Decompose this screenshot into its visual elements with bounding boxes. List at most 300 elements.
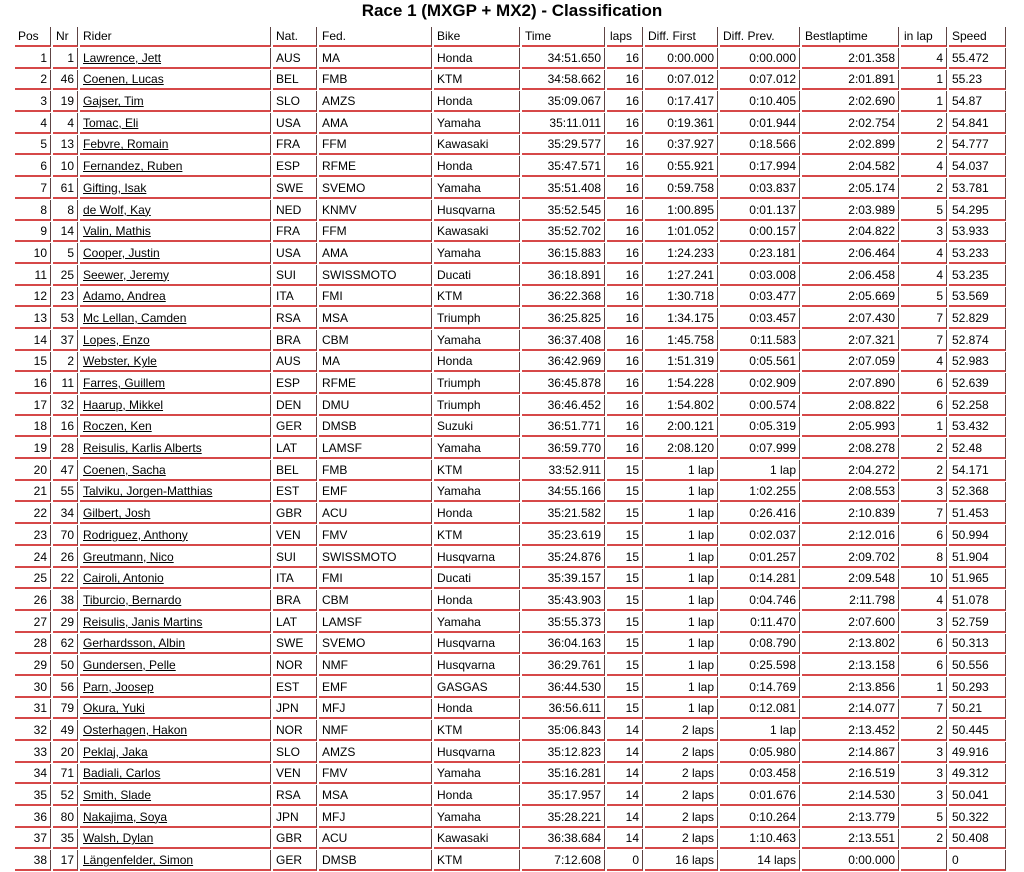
cell-diff-first: 1:00.895 [645, 200, 718, 221]
cell-speed: 54.841 [949, 113, 1006, 134]
rider-link[interactable]: Osterhagen, Hakon [83, 723, 188, 737]
column-header-diff-first: Diff. First [645, 27, 718, 47]
cell-speed: 50.994 [949, 525, 1006, 546]
cell-speed: 50.322 [949, 807, 1006, 828]
cell-diff-first: 2 laps [645, 764, 718, 785]
cell-bestlaptime: 2:05.174 [802, 178, 899, 199]
cell-bestlaptime: 2:13.452 [802, 720, 899, 741]
table-row [15, 113, 1006, 134]
cell-time: 35:52.702 [522, 222, 605, 243]
cell-speed: 52.48 [949, 438, 1006, 459]
cell-rider [80, 590, 271, 611]
cell-fed: KNMV [319, 200, 432, 221]
cell-rider [80, 655, 271, 676]
cell-speed: 50.041 [949, 785, 1006, 806]
cell-time: 33:52.911 [522, 460, 605, 481]
cell-nr: 50 [53, 655, 78, 676]
cell-diff-prev: 14 laps [720, 850, 800, 871]
cell-diff-first: 1:51.319 [645, 352, 718, 373]
cell-laps: 16 [607, 156, 643, 177]
cell-bike: Triumph [434, 373, 520, 394]
cell-nat: GER [273, 417, 317, 438]
cell-diff-prev: 0:00.000 [720, 48, 800, 69]
cell-nr: 23 [53, 287, 78, 308]
cell-nat: RSA [273, 785, 317, 806]
cell-nr: 20 [53, 742, 78, 763]
table-row [15, 222, 1006, 243]
cell-nat: FRA [273, 135, 317, 156]
rider-link[interactable]: Reisulis, Karlis Alberts [83, 441, 202, 456]
cell-time: 35:52.545 [522, 200, 605, 221]
table-row [15, 764, 1006, 785]
rider-link[interactable]: Parn, Joosep [83, 679, 154, 694]
cell-time: 35:17.957 [522, 785, 605, 806]
column-header-speed: Speed [949, 27, 1006, 47]
cell-in-lap: 4 [901, 265, 947, 286]
cell-rider [80, 720, 271, 741]
cell-rider [80, 330, 271, 351]
cell-laps: 16 [607, 48, 643, 69]
cell-in-lap: 2 [901, 829, 947, 850]
cell-pos: 2 [15, 70, 51, 91]
cell-nr: 79 [53, 699, 78, 720]
rider-link[interactable]: Gerhardsson, Albin [83, 636, 186, 651]
cell-fed: MA [319, 352, 432, 373]
cell-pos: 38 [15, 850, 51, 871]
cell-diff-first: 2:08.120 [645, 438, 718, 459]
rider-link[interactable]: Greutmann, Nico [83, 549, 174, 564]
cell-pos: 16 [15, 373, 51, 394]
rider-link[interactable]: Smith, Slade [83, 788, 152, 803]
cell-in-lap: 2 [901, 720, 947, 741]
rider-link[interactable]: Reisulis, Janis Martins [83, 614, 203, 629]
rider-link[interactable]: Valin, Mathis [83, 224, 151, 239]
cell-speed: 54.171 [949, 460, 1006, 481]
cell-nr: 29 [53, 612, 78, 633]
cell-in-lap: 2 [901, 178, 947, 199]
cell-bike: Husqvarna [434, 655, 520, 676]
cell-laps: 16 [607, 395, 643, 416]
cell-laps: 15 [607, 569, 643, 590]
cell-nr: 35 [53, 829, 78, 850]
cell-in-lap: 7 [901, 699, 947, 720]
rider-link[interactable]: Längenfelder, Simon [83, 853, 194, 868]
cell-diff-first: 2 laps [645, 807, 718, 828]
table-row [15, 70, 1006, 91]
column-header-in-lap: in lap [901, 27, 947, 47]
cell-nr: 17 [53, 850, 78, 871]
cell-speed: 50.21 [949, 699, 1006, 720]
cell-rider [80, 200, 271, 221]
cell-diff-prev: 0:14.281 [720, 569, 800, 590]
rider-link[interactable]: Coenen, Lucas [83, 72, 164, 87]
cell-pos: 3 [15, 91, 51, 112]
table-row [15, 655, 1006, 676]
cell-speed: 54.777 [949, 135, 1006, 156]
cell-fed: DMU [319, 395, 432, 416]
rider-link[interactable]: Tiburcio, Bernardo [83, 592, 182, 607]
cell-laps: 16 [607, 287, 643, 308]
rider-link[interactable]: Webster, Kyle [83, 354, 157, 369]
cell-fed: EMF [319, 482, 432, 503]
cell-in-lap: 6 [901, 373, 947, 394]
cell-bike: Yamaha [434, 438, 520, 459]
cell-time: 35:12.823 [522, 742, 605, 763]
cell-nat: BEL [273, 70, 317, 91]
cell-pos: 7 [15, 178, 51, 199]
cell-rider [80, 785, 271, 806]
cell-diff-first: 0:00.000 [645, 48, 718, 69]
cell-fed: DMSB [319, 850, 432, 871]
cell-in-lap: 10 [901, 569, 947, 590]
cell-laps: 16 [607, 135, 643, 156]
table-row [15, 677, 1006, 698]
cell-rider [80, 395, 271, 416]
cell-bestlaptime: 2:14.867 [802, 742, 899, 763]
cell-bike: Husqvarna [434, 200, 520, 221]
cell-diff-prev: 0:00.574 [720, 395, 800, 416]
cell-nat: NOR [273, 720, 317, 741]
cell-in-lap: 5 [901, 287, 947, 308]
cell-nat: NOR [273, 655, 317, 676]
cell-nr: 13 [53, 135, 78, 156]
cell-diff-first: 0:55.921 [645, 156, 718, 177]
cell-diff-prev: 1:10.463 [720, 829, 800, 850]
cell-laps: 16 [607, 308, 643, 329]
rider-link[interactable]: Badiali, Carlos [83, 766, 161, 781]
cell-nat: USA [273, 243, 317, 264]
cell-nat: VEN [273, 764, 317, 785]
cell-diff-prev: 0:08.790 [720, 634, 800, 655]
rider-link[interactable]: Febvre, Romain [83, 137, 169, 152]
cell-time: 35:16.281 [522, 764, 605, 785]
cell-bike: Yamaha [434, 178, 520, 199]
rider-link[interactable]: Lawrence, Jett [83, 50, 162, 65]
cell-laps: 14 [607, 742, 643, 763]
cell-diff-prev: 0:03.457 [720, 308, 800, 329]
cell-diff-first: 1 lap [645, 503, 718, 524]
cell-rider [80, 677, 271, 698]
rider-link[interactable]: Fernandez, Ruben [83, 159, 183, 174]
rider-link[interactable]: Okura, Yuki [83, 701, 145, 716]
rider-link[interactable]: Tomac, Eli [83, 115, 139, 130]
cell-rider [80, 265, 271, 286]
rider-link[interactable]: Rodriguez, Anthony [83, 527, 188, 542]
cell-laps: 16 [607, 417, 643, 438]
cell-bestlaptime: 2:13.158 [802, 655, 899, 676]
rider-link[interactable]: Roczen, Ken [83, 419, 152, 434]
cell-diff-first: 2 laps [645, 720, 718, 741]
cell-nat: LAT [273, 438, 317, 459]
cell-fed: ACU [319, 503, 432, 524]
cell-nr: 25 [53, 265, 78, 286]
rider-link[interactable]: Mc Lellan, Camden [83, 310, 187, 325]
cell-nr: 62 [53, 634, 78, 655]
cell-laps: 15 [607, 482, 643, 503]
rider-link[interactable]: Adamo, Andrea [83, 289, 166, 304]
cell-time: 36:18.891 [522, 265, 605, 286]
table-row [15, 308, 1006, 329]
column-header-diff-prev: Diff. Prev. [720, 27, 800, 47]
cell-speed: 50.293 [949, 677, 1006, 698]
cell-diff-first: 2 laps [645, 742, 718, 763]
cell-nr: 37 [53, 330, 78, 351]
cell-nat: GER [273, 850, 317, 871]
cell-speed: 55.472 [949, 48, 1006, 69]
cell-time: 35:39.157 [522, 569, 605, 590]
cell-nr: 11 [53, 373, 78, 394]
cell-time: 35:51.408 [522, 178, 605, 199]
cell-speed: 53.933 [949, 222, 1006, 243]
cell-bike: Honda [434, 156, 520, 177]
cell-diff-first: 1 lap [645, 569, 718, 590]
cell-diff-first: 1 lap [645, 590, 718, 611]
cell-bestlaptime: 2:05.993 [802, 417, 899, 438]
cell-diff-first: 0:59.758 [645, 178, 718, 199]
cell-diff-prev: 0:11.470 [720, 612, 800, 633]
cell-fed: LAMSF [319, 438, 432, 459]
cell-bike: Honda [434, 352, 520, 373]
cell-time: 36:51.771 [522, 417, 605, 438]
cell-diff-prev: 0:14.769 [720, 677, 800, 698]
cell-diff-prev: 0:10.405 [720, 91, 800, 112]
rider-link[interactable]: Talviku, Jorgen-Matthias [83, 484, 213, 499]
cell-rider [80, 460, 271, 481]
cell-bestlaptime: 2:10.839 [802, 503, 899, 524]
cell-in-lap: 2 [901, 438, 947, 459]
cell-rider [80, 482, 271, 503]
cell-rider [80, 764, 271, 785]
cell-diff-first: 1 lap [645, 612, 718, 633]
cell-rider [80, 569, 271, 590]
cell-nat: BRA [273, 330, 317, 351]
cell-diff-prev: 0:26.416 [720, 503, 800, 524]
cell-time: 34:58.662 [522, 70, 605, 91]
cell-nr: 2 [53, 352, 78, 373]
cell-in-lap [901, 850, 947, 871]
cell-bestlaptime: 2:04.822 [802, 222, 899, 243]
cell-bike: Triumph [434, 395, 520, 416]
cell-rider [80, 850, 271, 871]
cell-diff-first: 1:30.718 [645, 287, 718, 308]
cell-bike: Kawasaki [434, 829, 520, 850]
table-row [15, 503, 1006, 524]
cell-speed: 53.432 [949, 417, 1006, 438]
cell-nr: 55 [53, 482, 78, 503]
table-row [15, 785, 1006, 806]
cell-fed: DMSB [319, 417, 432, 438]
rider-link[interactable]: Peklaj, Jaka [83, 744, 148, 759]
cell-time: 7:12.608 [522, 850, 605, 871]
cell-nat: JPN [273, 699, 317, 720]
cell-diff-prev: 0:11.583 [720, 330, 800, 351]
cell-bike: Ducati [434, 569, 520, 590]
cell-speed: 53.781 [949, 178, 1006, 199]
cell-bike: Yamaha [434, 612, 520, 633]
cell-pos: 20 [15, 460, 51, 481]
cell-bestlaptime: 2:13.802 [802, 634, 899, 655]
cell-fed: AMA [319, 113, 432, 134]
cell-diff-first: 1 lap [645, 655, 718, 676]
cell-nat: FRA [273, 222, 317, 243]
rider-link[interactable]: Cairoli, Antonio [83, 571, 164, 586]
cell-fed: CBM [319, 330, 432, 351]
cell-in-lap: 4 [901, 48, 947, 69]
cell-pos: 9 [15, 222, 51, 243]
cell-laps: 15 [607, 547, 643, 568]
cell-bestlaptime: 2:08.278 [802, 438, 899, 459]
cell-in-lap: 4 [901, 243, 947, 264]
cell-diff-first: 0:17.417 [645, 91, 718, 112]
cell-speed: 0 [949, 850, 1006, 871]
cell-bike: Yamaha [434, 113, 520, 134]
cell-nr: 16 [53, 417, 78, 438]
cell-nr: 28 [53, 438, 78, 459]
cell-bike: Honda [434, 590, 520, 611]
table-row [15, 482, 1006, 503]
cell-fed: ACU [319, 829, 432, 850]
cell-nr: 80 [53, 807, 78, 828]
cell-nr: 53 [53, 308, 78, 329]
cell-pos: 34 [15, 764, 51, 785]
table-row [15, 634, 1006, 655]
cell-nat: ITA [273, 569, 317, 590]
cell-nr: 4 [53, 113, 78, 134]
table-body [15, 48, 1006, 871]
cell-nat: NED [273, 200, 317, 221]
table-row [15, 742, 1006, 763]
cell-time: 35:28.221 [522, 807, 605, 828]
cell-bike: Yamaha [434, 482, 520, 503]
cell-bestlaptime: 2:13.779 [802, 807, 899, 828]
cell-diff-prev: 0:07.012 [720, 70, 800, 91]
cell-nr: 19 [53, 91, 78, 112]
cell-diff-first: 1 lap [645, 525, 718, 546]
cell-laps: 16 [607, 438, 643, 459]
cell-speed: 52.874 [949, 330, 1006, 351]
cell-bike: Triumph [434, 308, 520, 329]
cell-diff-prev: 1:02.255 [720, 482, 800, 503]
cell-bike: Yamaha [434, 330, 520, 351]
cell-fed: NMF [319, 720, 432, 741]
cell-nr: 38 [53, 590, 78, 611]
cell-nat: AUS [273, 352, 317, 373]
cell-time: 36:44.530 [522, 677, 605, 698]
cell-pos: 35 [15, 785, 51, 806]
cell-pos: 29 [15, 655, 51, 676]
cell-pos: 15 [15, 352, 51, 373]
table-row [15, 438, 1006, 459]
cell-diff-first: 1:45.758 [645, 330, 718, 351]
cell-in-lap: 7 [901, 503, 947, 524]
cell-laps: 14 [607, 785, 643, 806]
rider-link[interactable]: Lopes, Enzo [83, 332, 150, 347]
cell-bike: GASGAS [434, 677, 520, 698]
cell-diff-first: 2 laps [645, 785, 718, 806]
cell-pos: 26 [15, 590, 51, 611]
rider-link[interactable]: Farres, Guillem [83, 376, 166, 390]
cell-fed: FMB [319, 70, 432, 91]
cell-nat: USA [273, 113, 317, 134]
cell-laps: 14 [607, 829, 643, 850]
rider-link[interactable]: de Wolf, Kay [83, 202, 151, 217]
rider-link[interactable]: Coenen, Sacha [83, 462, 166, 477]
column-header-nat: Nat. [273, 27, 317, 47]
table-row [15, 525, 1006, 546]
cell-fed: AMA [319, 243, 432, 264]
cell-bestlaptime: 2:08.822 [802, 395, 899, 416]
cell-laps: 14 [607, 720, 643, 741]
cell-diff-first: 2 laps [645, 829, 718, 850]
column-header-rider: Rider [80, 27, 271, 47]
cell-in-lap: 3 [901, 612, 947, 633]
cell-diff-prev: 0:12.081 [720, 699, 800, 720]
cell-pos: 37 [15, 829, 51, 850]
rider-link[interactable]: Seewer, Jeremy [83, 267, 170, 282]
cell-speed: 54.295 [949, 200, 1006, 221]
cell-nat: SWE [273, 634, 317, 655]
cell-fed: MFJ [319, 699, 432, 720]
cell-pos: 28 [15, 634, 51, 655]
cell-nr: 47 [53, 460, 78, 481]
table-row [15, 135, 1006, 156]
cell-diff-prev: 0:05.561 [720, 352, 800, 373]
cell-rider [80, 308, 271, 329]
cell-bestlaptime: 2:07.890 [802, 373, 899, 394]
cell-time: 36:46.452 [522, 395, 605, 416]
cell-pos: 8 [15, 200, 51, 221]
cell-nat: ESP [273, 373, 317, 394]
rider-link[interactable]: Nakajima, Soya [83, 809, 168, 824]
cell-laps: 15 [607, 460, 643, 481]
cell-bike: Kawasaki [434, 222, 520, 243]
cell-speed: 52.983 [949, 352, 1006, 373]
cell-bike: Honda [434, 91, 520, 112]
cell-pos: 11 [15, 265, 51, 286]
cell-time: 36:42.969 [522, 352, 605, 373]
rider-link[interactable]: Gajser, Tim [83, 94, 144, 109]
cell-speed: 53.235 [949, 265, 1006, 286]
cell-nr: 10 [53, 156, 78, 177]
cell-fed: FMI [319, 287, 432, 308]
column-header-bestlaptime: Bestlaptime [802, 27, 899, 47]
rider-link[interactable]: Gundersen, Pelle [83, 657, 176, 672]
cell-fed: AMZS [319, 91, 432, 112]
classification-table [13, 26, 1008, 872]
rider-link[interactable]: Haarup, Mikkel [83, 397, 164, 412]
cell-rider [80, 503, 271, 524]
column-header-fed: Fed. [319, 27, 432, 47]
rider-link[interactable]: Walsh, Dylan [83, 831, 154, 846]
column-header-pos: Pos [15, 27, 51, 47]
rider-link[interactable]: Gifting, Isak [83, 180, 147, 195]
cell-speed: 50.408 [949, 829, 1006, 850]
cell-rider [80, 417, 271, 438]
table-row [15, 547, 1006, 568]
cell-rider [80, 634, 271, 655]
cell-diff-prev: 0:03.458 [720, 764, 800, 785]
cell-laps: 16 [607, 70, 643, 91]
rider-link[interactable]: Gilbert, Josh [83, 506, 151, 521]
cell-rider [80, 113, 271, 134]
table-row [15, 807, 1006, 828]
cell-bike: KTM [434, 850, 520, 871]
rider-link[interactable]: Cooper, Justin [83, 245, 160, 260]
cell-speed: 52.368 [949, 482, 1006, 503]
cell-time: 35:29.577 [522, 135, 605, 156]
cell-bike: Suzuki [434, 417, 520, 438]
cell-nat: SUI [273, 547, 317, 568]
